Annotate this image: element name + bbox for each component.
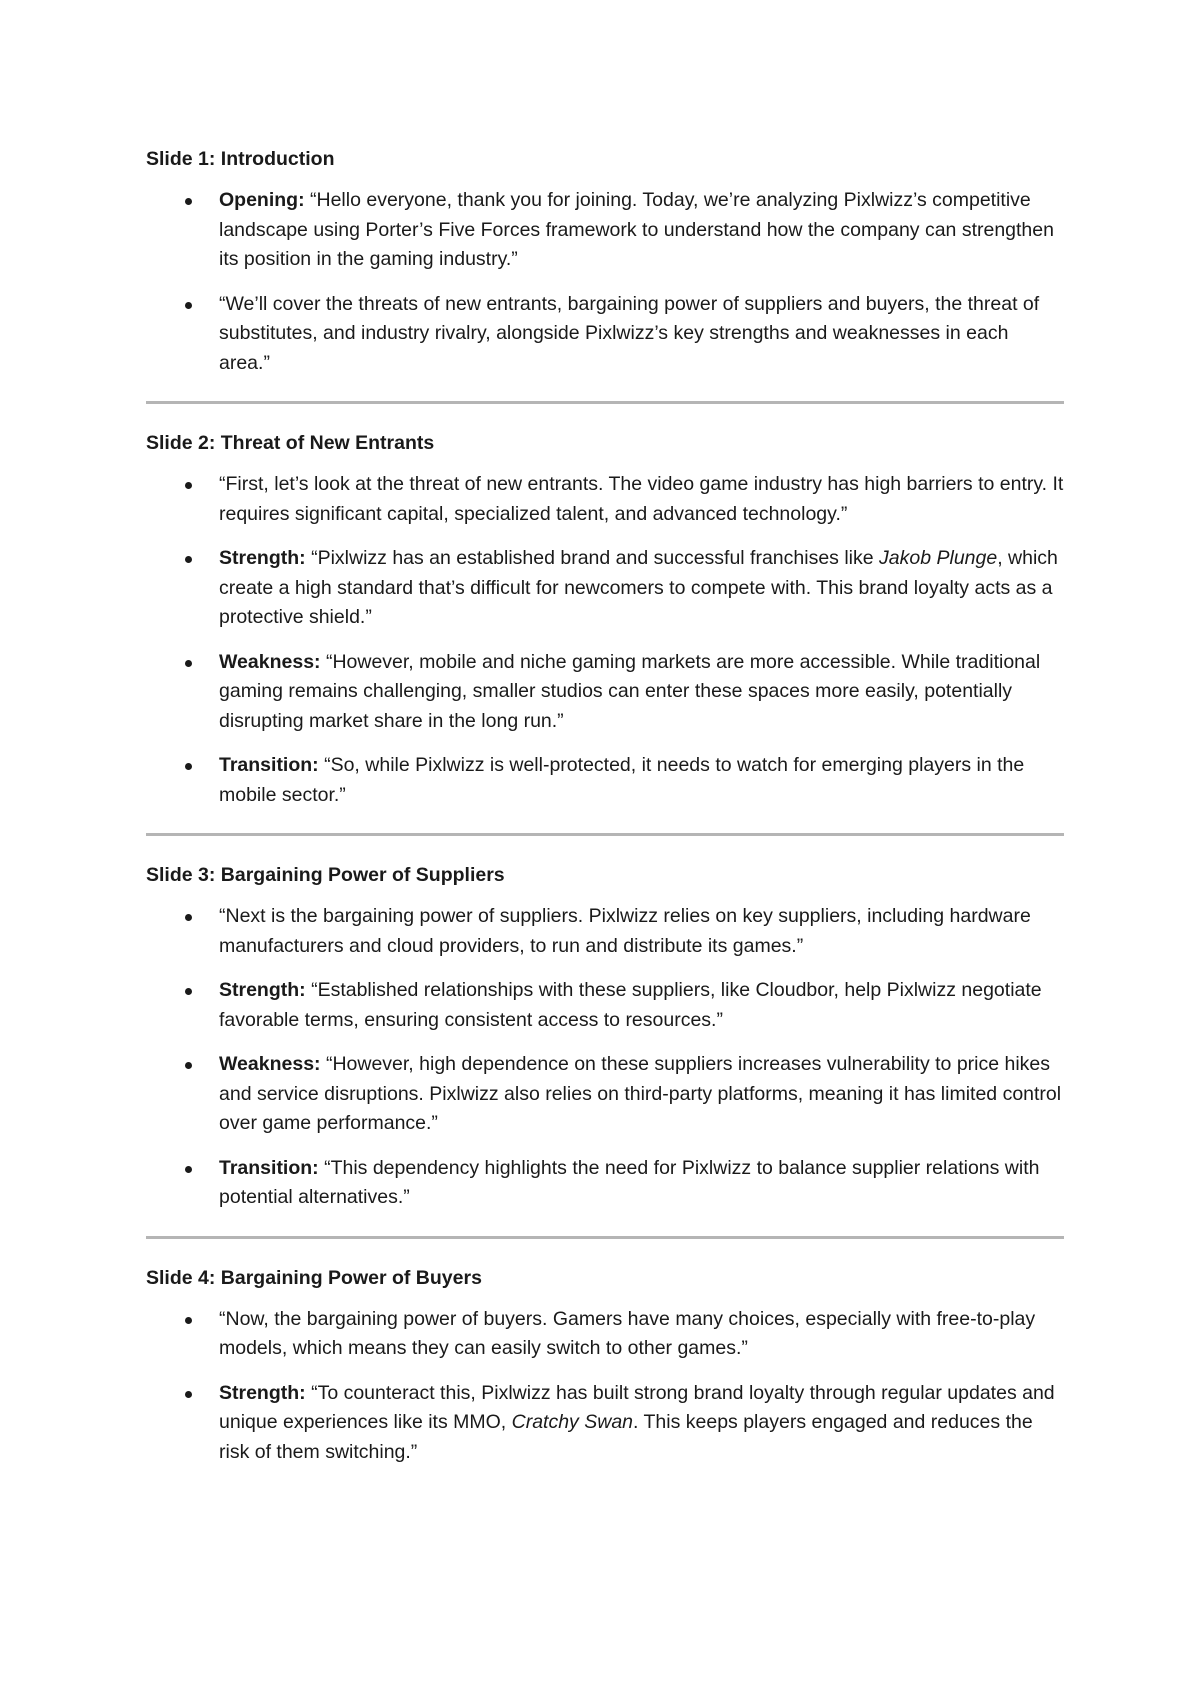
bullet-item — [146, 290, 1064, 379]
bullet-item — [146, 648, 1064, 737]
bullet-text: “Hello everyone, thank you for joining. Today, we’re analyzing Pixlwizz’s competitive landscape using Porter’s Five Forces framework to understand how the company can strengthen its position in the gaming industry.” — [219, 189, 1054, 270]
bullet-item — [146, 186, 1064, 275]
bullet-label: Transition: — [219, 754, 319, 776]
slide-section — [146, 1265, 1064, 1468]
bullet-item — [146, 1154, 1064, 1213]
section-divider — [146, 1236, 1064, 1239]
bullet-item — [146, 1050, 1064, 1139]
section-heading: Slide 3: Bargaining Power of Suppliers — [146, 864, 505, 886]
section-divider — [146, 833, 1064, 836]
bullet-item — [146, 976, 1064, 1035]
bullet-text: “This dependency highlights the need for Pixlwizz to balance supplier relations with potential alternatives.” — [219, 1156, 1040, 1208]
bullet-text: “Established relationships with these suppliers, like Cloudbor, help Pixlwizz negotiate favorable terms, ensuring consistent access to resources.” — [219, 979, 1042, 1031]
bullet-list — [146, 470, 1064, 810]
bullet-list — [146, 902, 1064, 1213]
game-title-text: Jakob Plunge — [879, 547, 998, 569]
game-title-text: Cratchy Swan — [511, 1411, 634, 1433]
section-heading: Slide 1: Introduction — [146, 148, 335, 170]
bullet-text: , which create a high standard that’s difficult for newcomers to compete with. This brand loyalty acts as a protective shield.” — [219, 547, 1058, 628]
slide-section — [146, 146, 1064, 378]
bullet-item — [146, 544, 1064, 633]
slide-section — [146, 862, 1064, 1213]
slide-section — [146, 430, 1064, 810]
bullet-text: “However, mobile and niche gaming markets are more accessible. While traditional gaming remains challenging, smaller studios can enter these spaces more easily, potentially disrupting market share in the long run.” — [219, 650, 1041, 732]
bullet-text: “However, high dependence on these suppliers increases vulnerability to price hikes and service disruptions. Pixlwizz also relies on third-party platforms, meaning it has limited control over game performance.” — [219, 1053, 1062, 1134]
bullet-item — [146, 902, 1064, 961]
bullet-label: Weakness: — [219, 650, 321, 673]
bullet-text: . This keeps players engaged and reduces the risk of them switching.” — [219, 1411, 1033, 1463]
bullet-text: “First, let’s look at the threat of new entrants. The video game industry has high barriers to entry. It requires significant capital, specialized talent, and advanced technology.” — [219, 473, 1064, 525]
bullet-text: “Pixlwizz has an established brand and successful franchises like — [305, 547, 880, 569]
bullet-label: Weakness: — [219, 1053, 321, 1075]
bullet-text: “So, while Pixlwizz is well-protected, it needs to watch for emerging players in the mobile sector.” — [219, 754, 1025, 806]
bullet-item — [146, 751, 1064, 810]
bullet-item — [146, 1305, 1064, 1364]
bullet-text: “To counteract this, Pixlwizz has built strong brand loyalty through regular updates and unique experiences like its MMO, — [219, 1381, 1055, 1433]
bullet-label: Strength: — [219, 547, 306, 569]
section-divider — [146, 401, 1064, 404]
bullet-list — [146, 186, 1064, 378]
bullet-text: “Next is the bargaining power of suppliers. Pixlwizz relies on key suppliers, including hardware manufacturers and cloud providers, to run and distribute its games.” — [219, 905, 1031, 957]
document-page — [146, 146, 1064, 1482]
bullet-label: Transition: — [219, 1156, 319, 1179]
section-heading: Slide 4: Bargaining Power of Buyers — [146, 1266, 482, 1289]
bullet-item — [146, 1379, 1064, 1468]
bullet-text: “Now, the bargaining power of buyers. Gamers have many choices, especially with free-to-play models, which means they can easily switch to other games.” — [219, 1307, 1036, 1359]
section-heading: Slide 2: Threat of New Entrants — [146, 432, 435, 454]
bullet-label: Strength: — [219, 979, 306, 1001]
bullet-label: Opening: — [219, 189, 305, 211]
bullet-text: “We’ll cover the threats of new entrants, bargaining power of suppliers and buyers, the threat of substitutes, and industry rivalry, alongside Pixlwizz’s key strengths and weaknesses in each area.” — [219, 292, 1040, 374]
bullet-list — [146, 1305, 1064, 1468]
bullet-label: Strength: — [219, 1381, 306, 1404]
bullet-item — [146, 470, 1064, 529]
